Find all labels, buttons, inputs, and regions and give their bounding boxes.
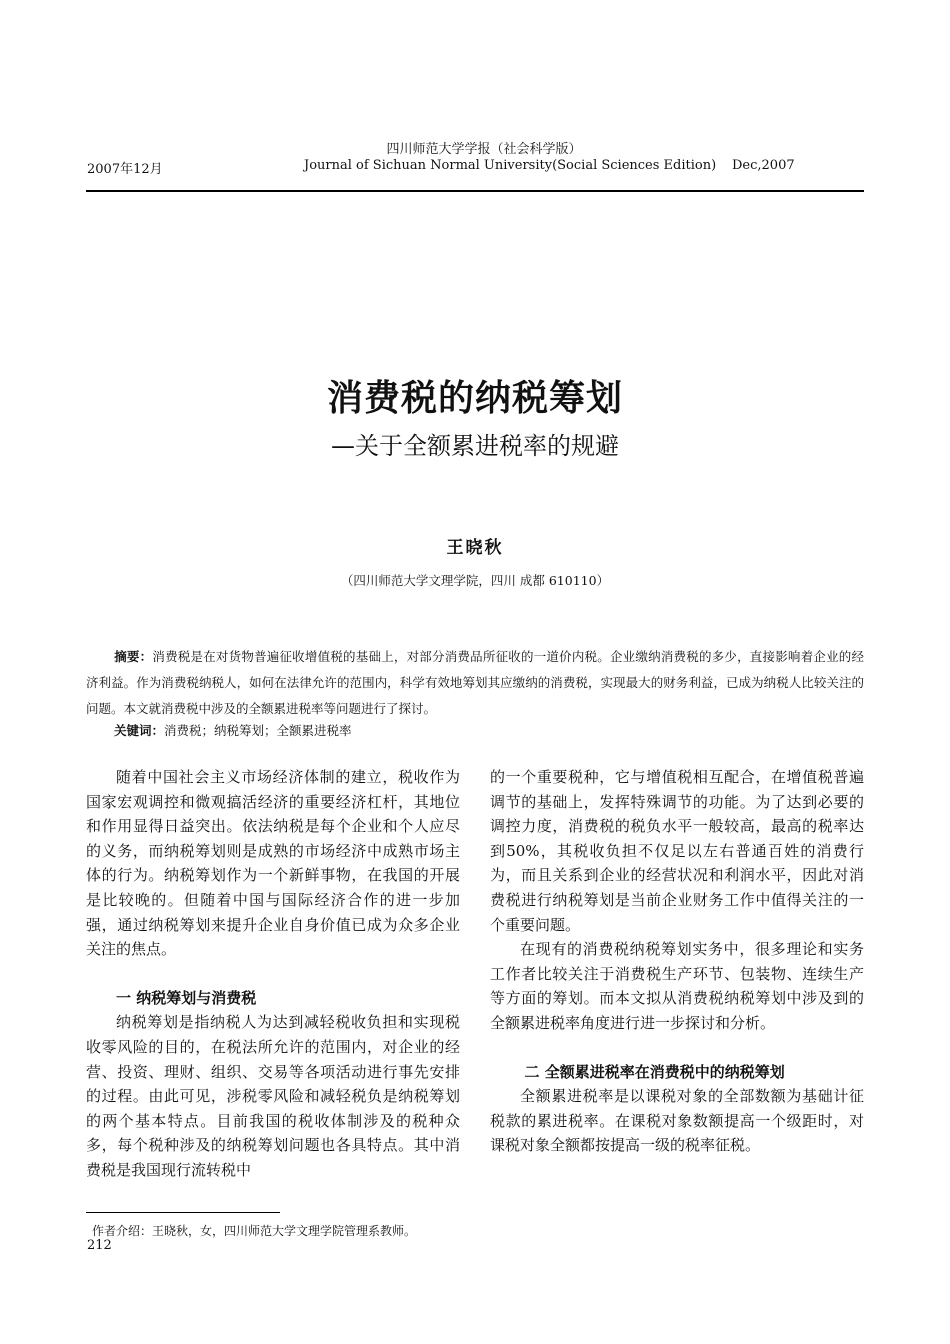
abstract-label: 摘要： [114, 649, 153, 664]
body-left-column [86, 765, 460, 1183]
section-heading: 一 纳税筹划与消费税 [116, 988, 257, 1007]
abstract-text: 消费税是在对货物普遍征收增值税的基础上，对部分消费品所征收的一道价内税。企业缴纳消费税的多少，直接影响着企业的经济利益。作为消费税纳税人，如何在法律允许的范围内，科学有效地筹划其应缴纳的消费税，实现最大的财务利益，已成为纳税人比较关注的问题。本文就消费税中涉及的全额累进税率等问题进行了探讨。 [86, 649, 864, 716]
journal-name-cn: 四川师范大学学报（社会科学版） [386, 142, 582, 157]
author-affiliation: （四川师范大学文理学院，四川 成都 610110） [340, 573, 610, 588]
body-paragraph: 随着中国社会主义市场经济体制的建立，税收作为国家宏观调控和微观搞活经济的重要经济杠杆，其地位和作用显得日益突出。依法纳税是每个企业和个人应尽的义务，而纳税筹划则是成熟的市场经济中成熟市场主体的行为。纳税筹划作为一个新鲜事物，在我国的开展是比较晚的。但随着中国与国际经济合作的进一步加强，通过纳税筹划来提升企业自身价值已成为众多企业关注的焦点。 [86, 768, 460, 959]
body-paragraph: 在现有的消费税纳税筹划实务中，很多理论和实务工作者比较关注于消费税生产环节、包装物、连续生产等方面的筹划。而本文拟从消费税纳税筹划中涉及到的全额累进税率角度进行进一步探讨和分析。 [490, 940, 864, 1032]
author-footnote: 作者介绍：王晓秋，女，四川师范大学文理学院管理系教师。 [92, 1224, 417, 1238]
body-paragraph: 全额累进税率是以课税对象的全部数额为基础计征税款的累进税率。在课税对象数额提高一个级距时，对课税对象全额都按提高一级的税率征税。 [490, 1087, 864, 1155]
body-right-column [490, 765, 864, 1158]
journal-name-en: Journal of Sichuan Normal University(Social Sciences Edition) [304, 158, 717, 173]
paper-title: 消费税的纳税筹划 [326, 378, 623, 419]
author-name: 王晓秋 [446, 538, 504, 558]
keywords [114, 718, 352, 744]
header-rule [86, 190, 864, 192]
keywords-text: 消费税；纳税筹划；全额累进税率 [164, 723, 352, 738]
page-number: 212 [87, 1238, 112, 1253]
abstract [86, 644, 864, 722]
keywords-label: 关键词： [114, 723, 165, 738]
header-date-cn: 2007年12月 [87, 162, 163, 177]
paper-subtitle: —关于全额累进税率的规避 [331, 432, 619, 460]
body-paragraph: 的一个重要税种，它与增值税相互配合，在增值税普遍调节的基础上，发挥特殊调节的功能。为了达到必要的调控力度，消费税的税负水平一般较高，最高的税率达到50%，其税收负担不仅足以左右普通百姓的消费行为，而且关系到企业的经营状况和利润水平，因此对消费税进行纳税筹划是当前企业财务工作中值得关注的一个重要问题。 [490, 768, 864, 934]
header-date-en: Dec,2007 [732, 158, 795, 173]
section-heading: 二 全额累进税率在消费税中的纳税筹划 [524, 1062, 785, 1081]
body-paragraph: 纳税筹划是指纳税人为达到减轻税收负担和实现税收零风险的目的，在税法所允许的范围内，对企业的经营、投资、理财、组织、交易等各项活动进行事先安排的过程。由此可见，涉税零风险和减轻税负是纳税筹划的两个基本特点。目前我国的税收体制涉及的税种众多，每个税种涉及的纳税筹划问题也各具特点。其中消费税是我国现行流转税中 [86, 1013, 460, 1179]
footnote-rule [86, 1212, 280, 1213]
